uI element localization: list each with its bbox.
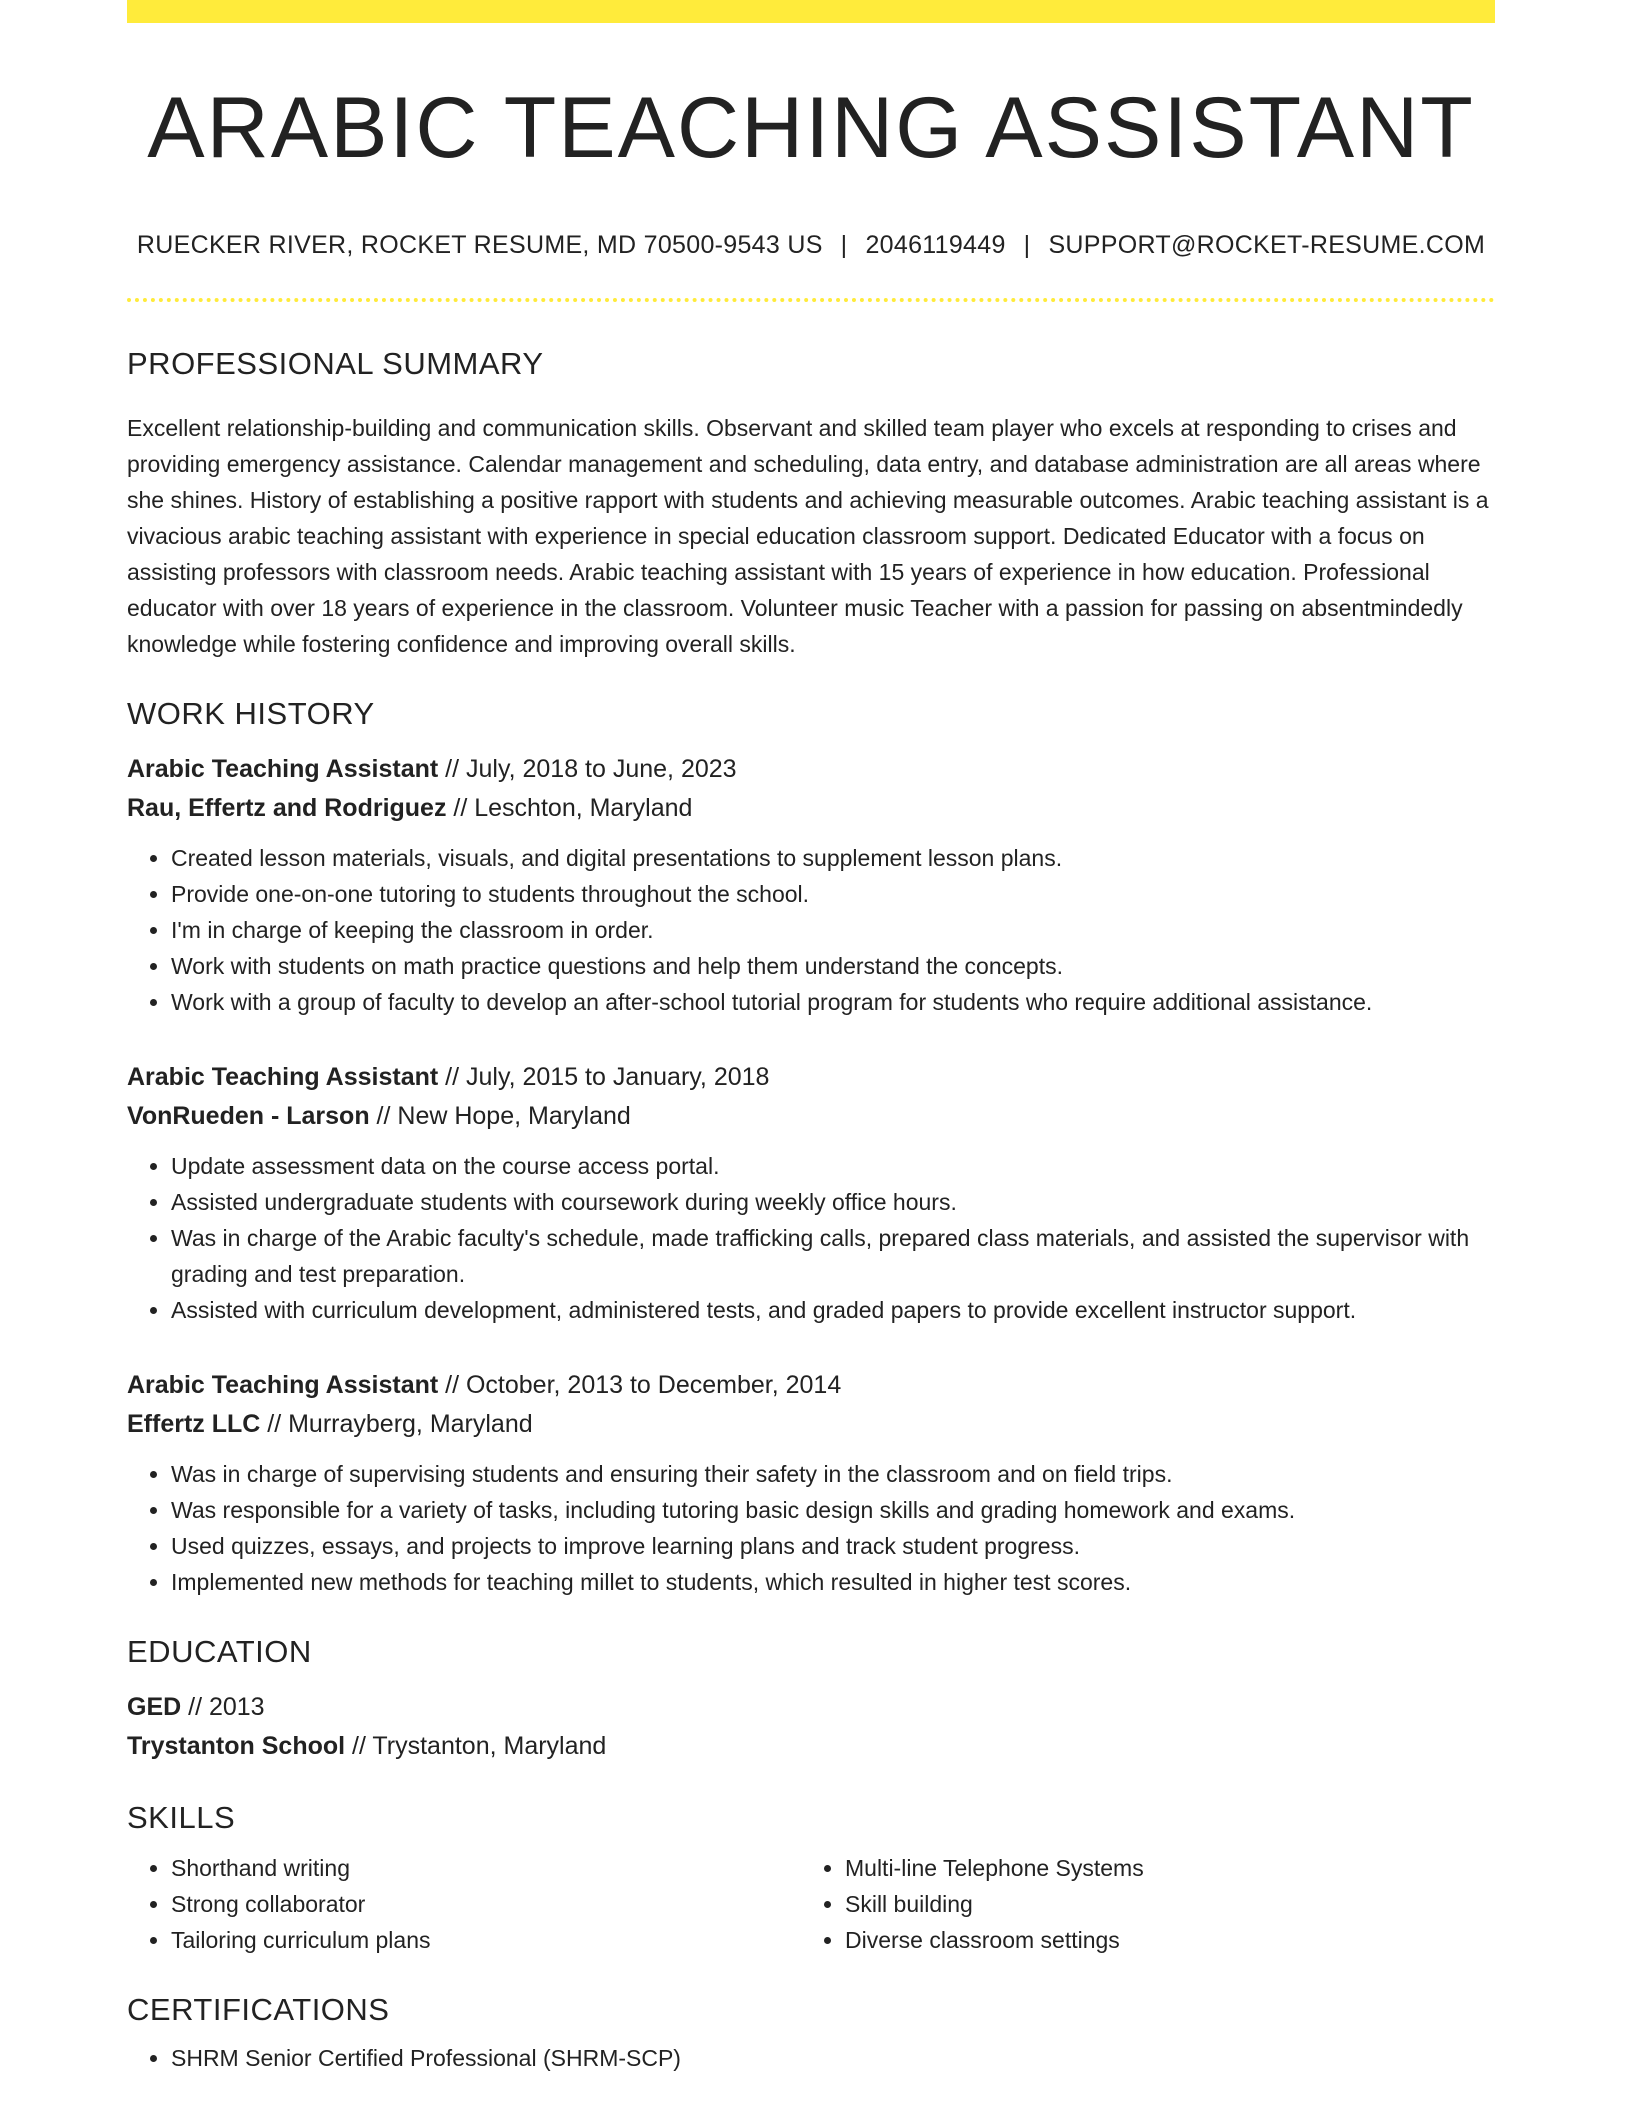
education-degree-line bbox=[127, 1688, 1495, 1727]
skills-column-right bbox=[801, 1850, 1475, 1958]
education-degree: GED bbox=[127, 1693, 182, 1721]
contact-separator: | bbox=[840, 231, 848, 259]
skill-item: • Strong collaborator bbox=[171, 1886, 801, 1922]
skill-item: • Diverse classroom settings bbox=[845, 1922, 1475, 1958]
job-bullet: • Implemented new methods for teaching millet to students, which resulted in higher test scores. bbox=[171, 1564, 1495, 1600]
education-school-line bbox=[127, 1727, 1495, 1766]
job-location: // Leschton, Maryland bbox=[446, 794, 693, 822]
summary-text: Excellent relationship-building and communication skills. Observant and skilled team player who excels at responding to crises and providing emergency assistance. Calendar management and scheduling, data entry, and database administration are all areas where she shines. History of establishing a positive rapport with students and achieving measurable outcomes. Arabic teaching assistant is a vivacious arabic teaching assistant with experience in special education classroom support. Dedicated Educator with a focus on assisting professors with classroom needs. Arabic teaching assistant with 15 years of experience in how education. Professional educator with over 18 years of experience in the classroom. Volunteer music Teacher with a passion for passing on absentmindedly knowledge while fostering confidence and improving overall skills. bbox=[127, 415, 1489, 657]
job-title: Arabic Teaching Assistant bbox=[127, 1063, 439, 1091]
skill-item: • Skill building bbox=[845, 1886, 1475, 1922]
job-bullet: • I'm in charge of keeping the classroom in order. bbox=[171, 912, 1495, 948]
education-location: // Trystanton, Maryland bbox=[345, 1732, 607, 1760]
job-bullet: • Work with students on math practice questions and help them understand the concepts. bbox=[171, 948, 1495, 984]
contact-address: RUECKER RIVER, ROCKET RESUME, MD 70500-9543 US bbox=[136, 231, 823, 259]
certifications-heading: CERTIFICATIONS bbox=[127, 1992, 390, 2027]
accent-bar bbox=[127, 0, 1495, 23]
job-bullet: • Was responsible for a variety of tasks, including tutoring basic design skills and grading homework and exams. bbox=[171, 1492, 1495, 1528]
job-bullets bbox=[127, 840, 1495, 1020]
skills-section bbox=[127, 1800, 1495, 1958]
skills-heading: SKILLS bbox=[127, 1800, 236, 1835]
skills-grid bbox=[127, 1850, 1495, 1958]
education-section bbox=[127, 1634, 1495, 1766]
summary-heading: PROFESSIONAL SUMMARY bbox=[127, 346, 544, 381]
resume-title: ARABIC TEACHING ASSISTANT bbox=[147, 80, 1475, 176]
skills-list bbox=[801, 1850, 1475, 1958]
contact-line bbox=[127, 231, 1495, 260]
resume-page bbox=[127, 0, 1495, 2076]
work-history-section bbox=[127, 696, 1495, 1600]
skill-item: • Shorthand writing bbox=[171, 1850, 801, 1886]
education-heading: EDUCATION bbox=[127, 1634, 312, 1669]
skill-item: • Multi-line Telephone Systems bbox=[845, 1850, 1475, 1886]
job-location: // Murrayberg, Maryland bbox=[260, 1410, 533, 1438]
job-bullet: • Assisted with curriculum development, administered tests, and graded papers to provide excellent instructor support. bbox=[171, 1292, 1495, 1328]
certifications-section bbox=[127, 1992, 1495, 2076]
job-title-line bbox=[127, 1366, 1495, 1405]
job-title: Arabic Teaching Assistant bbox=[127, 1371, 439, 1399]
education-entry bbox=[127, 1688, 1495, 1766]
job-entry bbox=[127, 1058, 1495, 1328]
job-title-line bbox=[127, 750, 1495, 789]
dotted-divider bbox=[127, 298, 1495, 302]
job-bullets bbox=[127, 1148, 1495, 1328]
certification-item: • SHRM Senior Certified Professional (SHRM-SCP) bbox=[171, 2040, 1495, 2076]
work-history-heading: WORK HISTORY bbox=[127, 696, 375, 731]
job-bullets bbox=[127, 1456, 1495, 1600]
job-company: Effertz LLC bbox=[127, 1410, 261, 1438]
contact-email: SUPPORT@ROCKET-RESUME.COM bbox=[1048, 231, 1486, 259]
skill-item: • Tailoring curriculum plans bbox=[171, 1922, 801, 1958]
certifications-list bbox=[127, 2040, 1495, 2076]
skills-column-left bbox=[127, 1850, 801, 1958]
job-dates: // July, 2018 to June, 2023 bbox=[438, 755, 737, 783]
job-bullet: • Was in charge of supervising students and ensuring their safety in the classroom and on field trips. bbox=[171, 1456, 1495, 1492]
job-bullet: • Provide one-on-one tutoring to students throughout the school. bbox=[171, 876, 1495, 912]
job-company-line bbox=[127, 1405, 1495, 1444]
job-dates: // July, 2015 to January, 2018 bbox=[438, 1063, 770, 1091]
job-entry bbox=[127, 750, 1495, 1020]
job-title-line bbox=[127, 1058, 1495, 1097]
contact-phone: 2046119449 bbox=[865, 231, 1006, 259]
skills-list bbox=[127, 1850, 801, 1958]
job-dates: // October, 2013 to December, 2014 bbox=[438, 1371, 842, 1399]
job-bullet: • Update assessment data on the course access portal. bbox=[171, 1148, 1495, 1184]
job-location: // New Hope, Maryland bbox=[369, 1102, 631, 1130]
job-company-line bbox=[127, 789, 1495, 828]
job-bullet: • Assisted undergraduate students with coursework during weekly office hours. bbox=[171, 1184, 1495, 1220]
job-bullet: • Used quizzes, essays, and projects to improve learning plans and track student progress. bbox=[171, 1528, 1495, 1564]
education-year: // 2013 bbox=[181, 1693, 265, 1721]
job-bullet: • Was in charge of the Arabic faculty's schedule, made trafficking calls, prepared class materials, and assisted the supervisor with grading and test preparation. bbox=[171, 1220, 1495, 1292]
job-company-line bbox=[127, 1097, 1495, 1136]
education-school: Trystanton School bbox=[127, 1732, 346, 1760]
job-bullet: • Created lesson materials, visuals, and digital presentations to supplement lesson plans. bbox=[171, 840, 1495, 876]
job-entry bbox=[127, 1366, 1495, 1600]
job-company: Rau, Effertz and Rodriguez bbox=[127, 794, 447, 822]
job-bullet: • Work with a group of faculty to develop an after-school tutorial program for students who require additional assistance. bbox=[171, 984, 1495, 1020]
job-title: Arabic Teaching Assistant bbox=[127, 755, 439, 783]
contact-separator: | bbox=[1023, 231, 1031, 259]
job-company: VonRueden - Larson bbox=[127, 1102, 370, 1130]
